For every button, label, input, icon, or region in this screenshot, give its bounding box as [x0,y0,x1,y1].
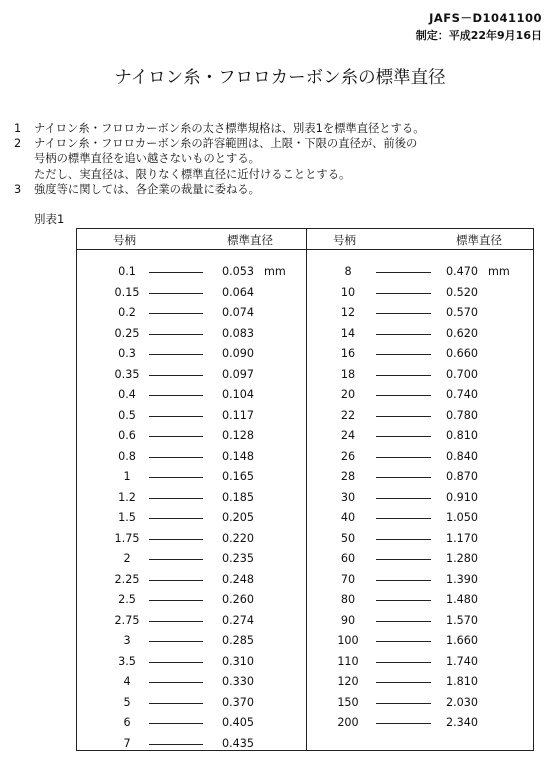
diameter-value: 0.810 [446,429,479,442]
header-divider [77,249,533,250]
table-row [77,408,306,424]
note-text: ただし、実直径は、限りなく標準直径に近付けることとする。 [34,167,351,181]
table-row [306,428,535,444]
note-text: ナイロン糸・フロロカーボン糸の許容範囲は、上限・下限の直径が、前後の [34,137,418,151]
leader-line [376,395,431,396]
diameter-value: 0.310 [222,654,255,668]
leader-line [149,395,203,396]
table-row [306,387,535,403]
leader-line [149,559,203,560]
size-value: 100 [337,634,359,647]
diameter-value: 1.660 [446,634,479,647]
diameter-value: 1.810 [446,675,479,688]
size-value: 24 [340,429,356,442]
diameter-value: 0.700 [446,367,479,381]
size-value: 0.3 [118,347,136,360]
diameter-value: 1.480 [446,593,479,606]
table-row [77,428,306,444]
diameter-value: 0.370 [222,695,255,709]
table-label: 別表1 [34,212,65,226]
table-row [306,264,535,280]
leader-line [149,744,203,745]
leader-line [376,457,431,458]
leader-line [149,723,203,724]
size-value: 5 [123,695,131,709]
size-value: 26 [340,449,356,463]
leader-line [149,334,203,335]
table-row [306,633,535,649]
diameter-value: 0.104 [222,388,255,401]
table-row [306,285,535,301]
leader-line [376,436,431,437]
leader-line [149,293,203,294]
size-value: 90 [340,613,356,627]
leader-line [376,621,431,622]
size-value: 16 [340,347,356,360]
size-value: 12 [340,306,356,319]
diameter-value: 0.128 [222,429,255,442]
diameter-value: 0.470 [446,265,479,278]
size-value: 40 [340,511,356,524]
table-row [77,592,306,608]
table-row [77,264,306,280]
table-row [306,490,535,506]
table-row [306,572,535,588]
diameter-value: 0.870 [446,470,479,483]
diameter-value: 0.185 [222,490,255,504]
table-row [306,305,535,321]
diameter-value: 0.074 [222,306,255,319]
diameter-value: 0.660 [446,347,479,360]
diameter-value: 0.083 [222,326,255,340]
size-value: 0.5 [118,408,136,422]
leader-line [376,498,431,499]
leader-line [149,416,203,417]
leader-line [149,600,203,601]
table-row [306,531,535,547]
table-row [77,510,306,526]
leader-line [376,416,431,417]
leader-line [149,703,203,704]
size-value: 70 [340,572,356,586]
leader-line [149,580,203,581]
size-value: 0.15 [114,285,140,299]
diameter-value: 0.740 [446,388,479,401]
diameter-value: 0.840 [446,449,479,463]
size-value: 2.5 [118,593,136,606]
table-row [306,551,535,567]
leader-line [149,682,203,683]
table-row [77,387,306,403]
diameter-value: 0.053 [222,265,255,278]
table-row [77,613,306,629]
diameter-value: 0.570 [446,306,479,319]
table-row [306,346,535,362]
diameter-value: 0.205 [222,511,255,524]
leader-line [376,682,431,683]
note-number: 2 [14,137,22,151]
diameter-value: 0.097 [222,367,255,381]
note-line [14,151,425,166]
size-value: 0.2 [118,306,136,319]
leader-line [149,375,203,376]
size-value: 1.2 [118,490,136,504]
diameter-value: 0.090 [222,347,255,360]
table-row [306,674,535,690]
size-value: 18 [340,367,356,381]
table-row [77,285,306,301]
leader-line [376,600,431,601]
leader-line [376,518,431,519]
size-value: 2 [123,552,131,565]
diameter-value: 0.220 [222,531,255,545]
diameter-value: 0.274 [222,613,255,627]
table-row [77,572,306,588]
leader-line [149,662,203,663]
leader-line [376,641,431,642]
leader-line [376,539,431,540]
diameter-value: 1.740 [446,654,479,668]
note-text: ナイロン糸・フロロカーボン糸の太さ標準規格は、別表1を標準直径とする。 [34,122,425,135]
leader-line [376,272,431,273]
leader-line [149,272,203,273]
table-row [77,674,306,690]
table-row [77,346,306,362]
size-value: 1.75 [114,531,140,545]
leader-line [376,559,431,560]
leader-line [149,518,203,519]
size-value: 30 [340,490,356,504]
note-line [14,136,425,151]
size-value: 0.8 [118,449,136,463]
table-row [77,490,306,506]
diameter-table [76,228,534,751]
size-value: 0.1 [118,265,136,278]
diameter-value: 0.248 [222,572,255,586]
table-row [306,469,535,485]
table-row [306,449,535,465]
leader-line [149,457,203,458]
size-value: 6 [123,716,131,729]
note-line [14,121,425,136]
notes-list [14,121,425,197]
size-value: 0.35 [114,367,140,381]
note-number: 3 [14,182,22,196]
diameter-value: 0.064 [222,285,255,299]
table-row [306,367,535,383]
leader-line [149,354,203,355]
header-size-right: 号柄 [333,233,356,247]
table-row [77,633,306,649]
size-value: 8 [344,265,352,278]
leader-line [149,436,203,437]
unit-label: mm [264,265,286,278]
table-row [306,592,535,608]
table-row [77,551,306,567]
size-value: 1.5 [118,511,136,524]
size-value: 80 [340,593,356,606]
note-line [14,182,425,197]
table-row [77,367,306,383]
diameter-value: 1.280 [446,552,479,565]
diameter-value: 1.390 [446,572,479,586]
table-row [306,408,535,424]
leader-line [149,477,203,478]
leader-line [376,662,431,663]
diameter-value: 0.620 [446,326,479,340]
size-value: 110 [337,654,359,668]
note-text: 号柄の標準直径を追い越さないものとする。 [34,152,260,166]
size-value: 3.5 [118,654,136,668]
size-value: 0.4 [118,388,136,401]
table-row [77,305,306,321]
note-text: 強度等に関しては、各企業の裁量に委ねる。 [34,182,260,196]
leader-line [376,580,431,581]
table-row [77,326,306,342]
note-number [14,151,34,166]
table-row [306,715,535,731]
diameter-value: 0.117 [222,408,255,422]
diameter-value: 1.170 [446,531,479,545]
size-value: 150 [337,695,359,709]
size-value: 60 [340,552,356,565]
table-row [77,695,306,711]
diameter-value: 0.285 [222,634,255,647]
size-value: 200 [337,716,359,729]
header-diameter-right: 標準直径 [456,233,502,247]
size-value: 3 [123,634,131,647]
leader-line [376,313,431,314]
size-value: 0.6 [118,429,136,442]
leader-line [376,477,431,478]
size-value: 2.25 [114,572,140,586]
size-value: 7 [123,736,131,750]
diameter-value: 2.030 [446,695,479,709]
table-row [77,654,306,670]
document-id: JAFS－D1041100 [429,11,542,25]
note-line [14,167,425,182]
leader-line [376,375,431,376]
diameter-value: 0.910 [446,490,479,504]
table-row [306,654,535,670]
note-number [14,167,34,182]
diameter-value: 2.340 [446,716,479,729]
header-diameter-left: 標準直径 [227,233,273,247]
note-number: 1 [14,122,22,135]
leader-line [376,354,431,355]
leader-line [376,703,431,704]
size-value: 10 [340,285,356,299]
leader-line [149,621,203,622]
page-title: ナイロン糸・フロロカーボン糸の標準直径 [114,68,446,88]
diameter-value: 0.405 [222,716,255,729]
size-value: 20 [340,388,356,401]
size-value: 22 [340,408,356,422]
size-value: 120 [337,675,359,688]
size-value: 50 [340,531,356,545]
table-row [77,531,306,547]
leader-line [149,641,203,642]
size-value: 14 [340,326,356,340]
table-row [77,736,306,752]
leader-line [149,539,203,540]
size-value: 2.75 [114,613,140,627]
table-row [306,695,535,711]
diameter-value: 0.148 [222,449,255,463]
diameter-value: 1.050 [446,511,479,524]
leader-line [149,313,203,314]
size-value: 28 [340,470,356,483]
diameter-value: 0.780 [446,408,479,422]
diameter-value: 1.570 [446,613,479,627]
leader-line [149,498,203,499]
diameter-value: 0.520 [446,285,479,299]
header-size-left: 号柄 [113,233,136,247]
diameter-value: 0.435 [222,736,255,750]
enactment-date: 制定：平成22年9月16日 [415,29,542,42]
diameter-value: 0.260 [222,593,255,606]
size-value: 4 [123,675,131,688]
table-row [306,326,535,342]
table-row [77,469,306,485]
leader-line [376,293,431,294]
table-row [77,715,306,731]
diameter-value: 0.235 [222,552,255,565]
unit-label: mm [488,265,510,278]
size-value: 1 [123,470,131,483]
table-row [77,449,306,465]
diameter-value: 0.165 [222,470,255,483]
leader-line [376,723,431,724]
leader-line [376,334,431,335]
table-row [306,613,535,629]
table-row [306,510,535,526]
diameter-value: 0.330 [222,675,255,688]
size-value: 0.25 [114,326,140,340]
